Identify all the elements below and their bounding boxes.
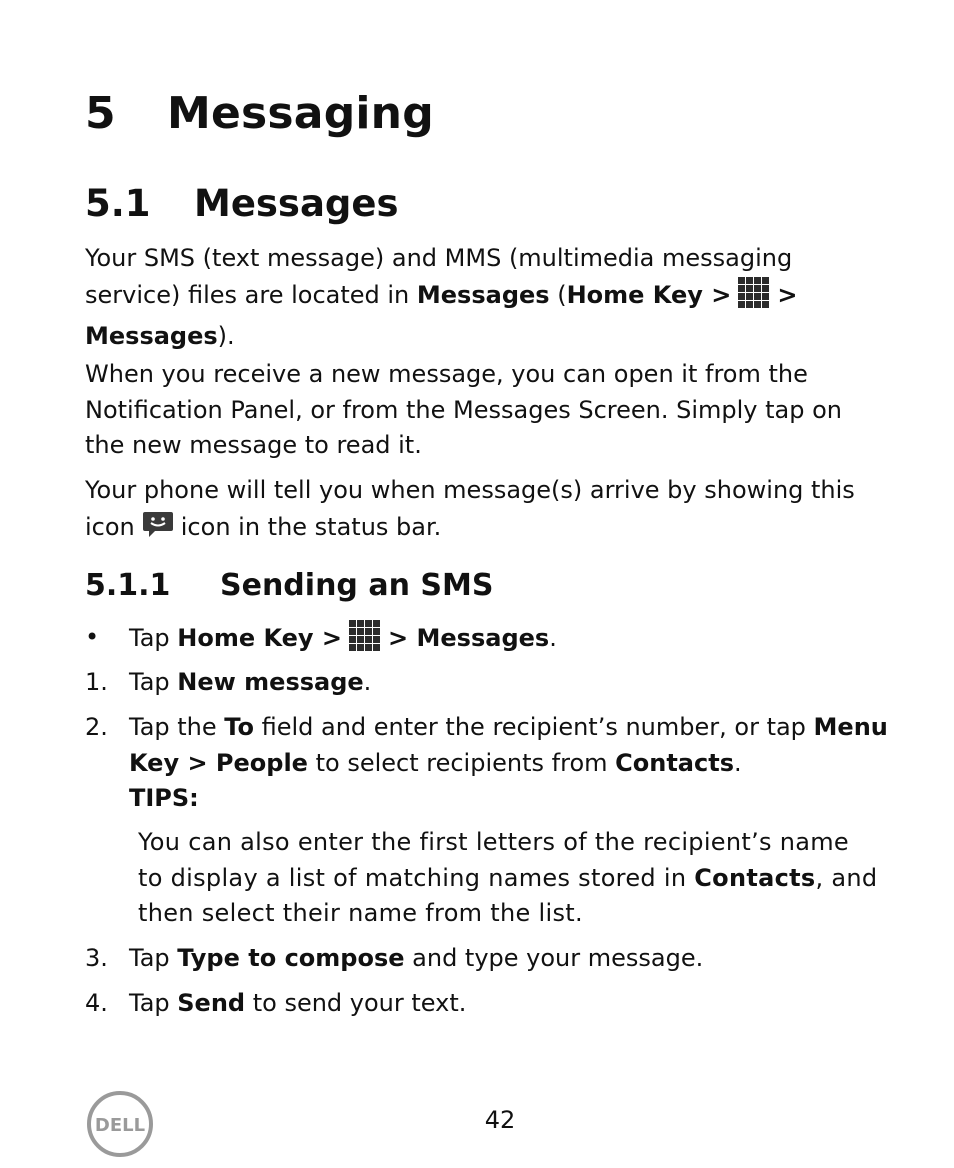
- text-run: to select recipients from: [307, 748, 616, 777]
- text-run: Tap: [129, 989, 178, 1017]
- bold-run: Type to compose: [177, 944, 405, 972]
- bold-run: Send: [177, 989, 246, 1017]
- bold-run: New message: [177, 668, 364, 696]
- text-run: .: [733, 748, 742, 777]
- page-number: 42: [484, 1106, 516, 1134]
- bold-run: > Messages: [388, 624, 550, 652]
- bold-run: Menu Key > People: [129, 713, 888, 777]
- step-number: 4.: [85, 989, 108, 1017]
- text-run: to send your text.: [245, 989, 467, 1017]
- step-number: 3.: [85, 944, 108, 972]
- chapter-heading: [85, 88, 434, 139]
- bold-run: To: [224, 713, 254, 741]
- bold-run: >: [777, 280, 798, 309]
- apps-grid-icon: [348, 620, 382, 663]
- section-heading: [85, 182, 399, 225]
- bold-run: Home Key >: [566, 280, 732, 309]
- text-run: .: [549, 624, 557, 652]
- chapter-number: 5: [85, 88, 116, 139]
- bold-run: Contacts: [694, 863, 816, 892]
- status-icon-paragraph: [85, 473, 875, 551]
- step-number: 1.: [85, 668, 108, 696]
- subsection-title: Sending an SMS: [220, 568, 494, 603]
- tips-label: TIPS:: [129, 784, 199, 812]
- bold-run: Messages: [85, 322, 218, 350]
- logo-text: DELL: [94, 1115, 146, 1136]
- bold-run: Contacts: [615, 748, 734, 777]
- text-run: Tap the: [129, 713, 225, 741]
- apps-grid-icon: [737, 277, 771, 320]
- subsection-heading: [85, 568, 493, 603]
- text-run: icon in the status bar.: [180, 512, 442, 541]
- text-run: Tap: [129, 944, 178, 972]
- bold-run: Messages: [416, 280, 550, 309]
- text-run: .: [363, 668, 372, 696]
- chapter-title: Messaging: [167, 88, 434, 139]
- text-run: Tap: [129, 668, 178, 696]
- bullet-mark: •: [85, 623, 100, 651]
- text-run: (: [549, 280, 567, 309]
- message-notification-icon: [141, 509, 175, 552]
- text-run: Your SMS (text message) and MMS (multimedia messaging service) files are located in: [85, 244, 793, 309]
- text-run: and type your message.: [404, 944, 704, 972]
- text-run: , and then select their name from the list.: [138, 863, 878, 927]
- text-run: You can also enter the first letters of the recipient’s name to display a list of matching names stored in: [138, 828, 849, 892]
- subsection-number: 5.1.1: [85, 568, 171, 603]
- notification-paragraph: When you receive a new message, you can open it from the Notification Panel, or from the Messages Screen. Simply tap on the new message to read it.: [85, 360, 842, 459]
- text-run: field and enter the recipient’s number, or tap: [253, 713, 814, 741]
- step-number: 2.: [85, 713, 108, 741]
- section-number: 5.1: [85, 182, 151, 225]
- text-run: Tap: [129, 624, 178, 652]
- bold-run: Home Key >: [177, 624, 343, 652]
- text-run: Your phone will tell you when message(s) arrive by showing this icon: [85, 476, 855, 541]
- text-run: ).: [217, 322, 235, 350]
- tips-text: [138, 825, 878, 932]
- dell-logo: [86, 1090, 154, 1162]
- section-title: Messages: [194, 182, 399, 225]
- messages-location-paragraph: [85, 241, 875, 355]
